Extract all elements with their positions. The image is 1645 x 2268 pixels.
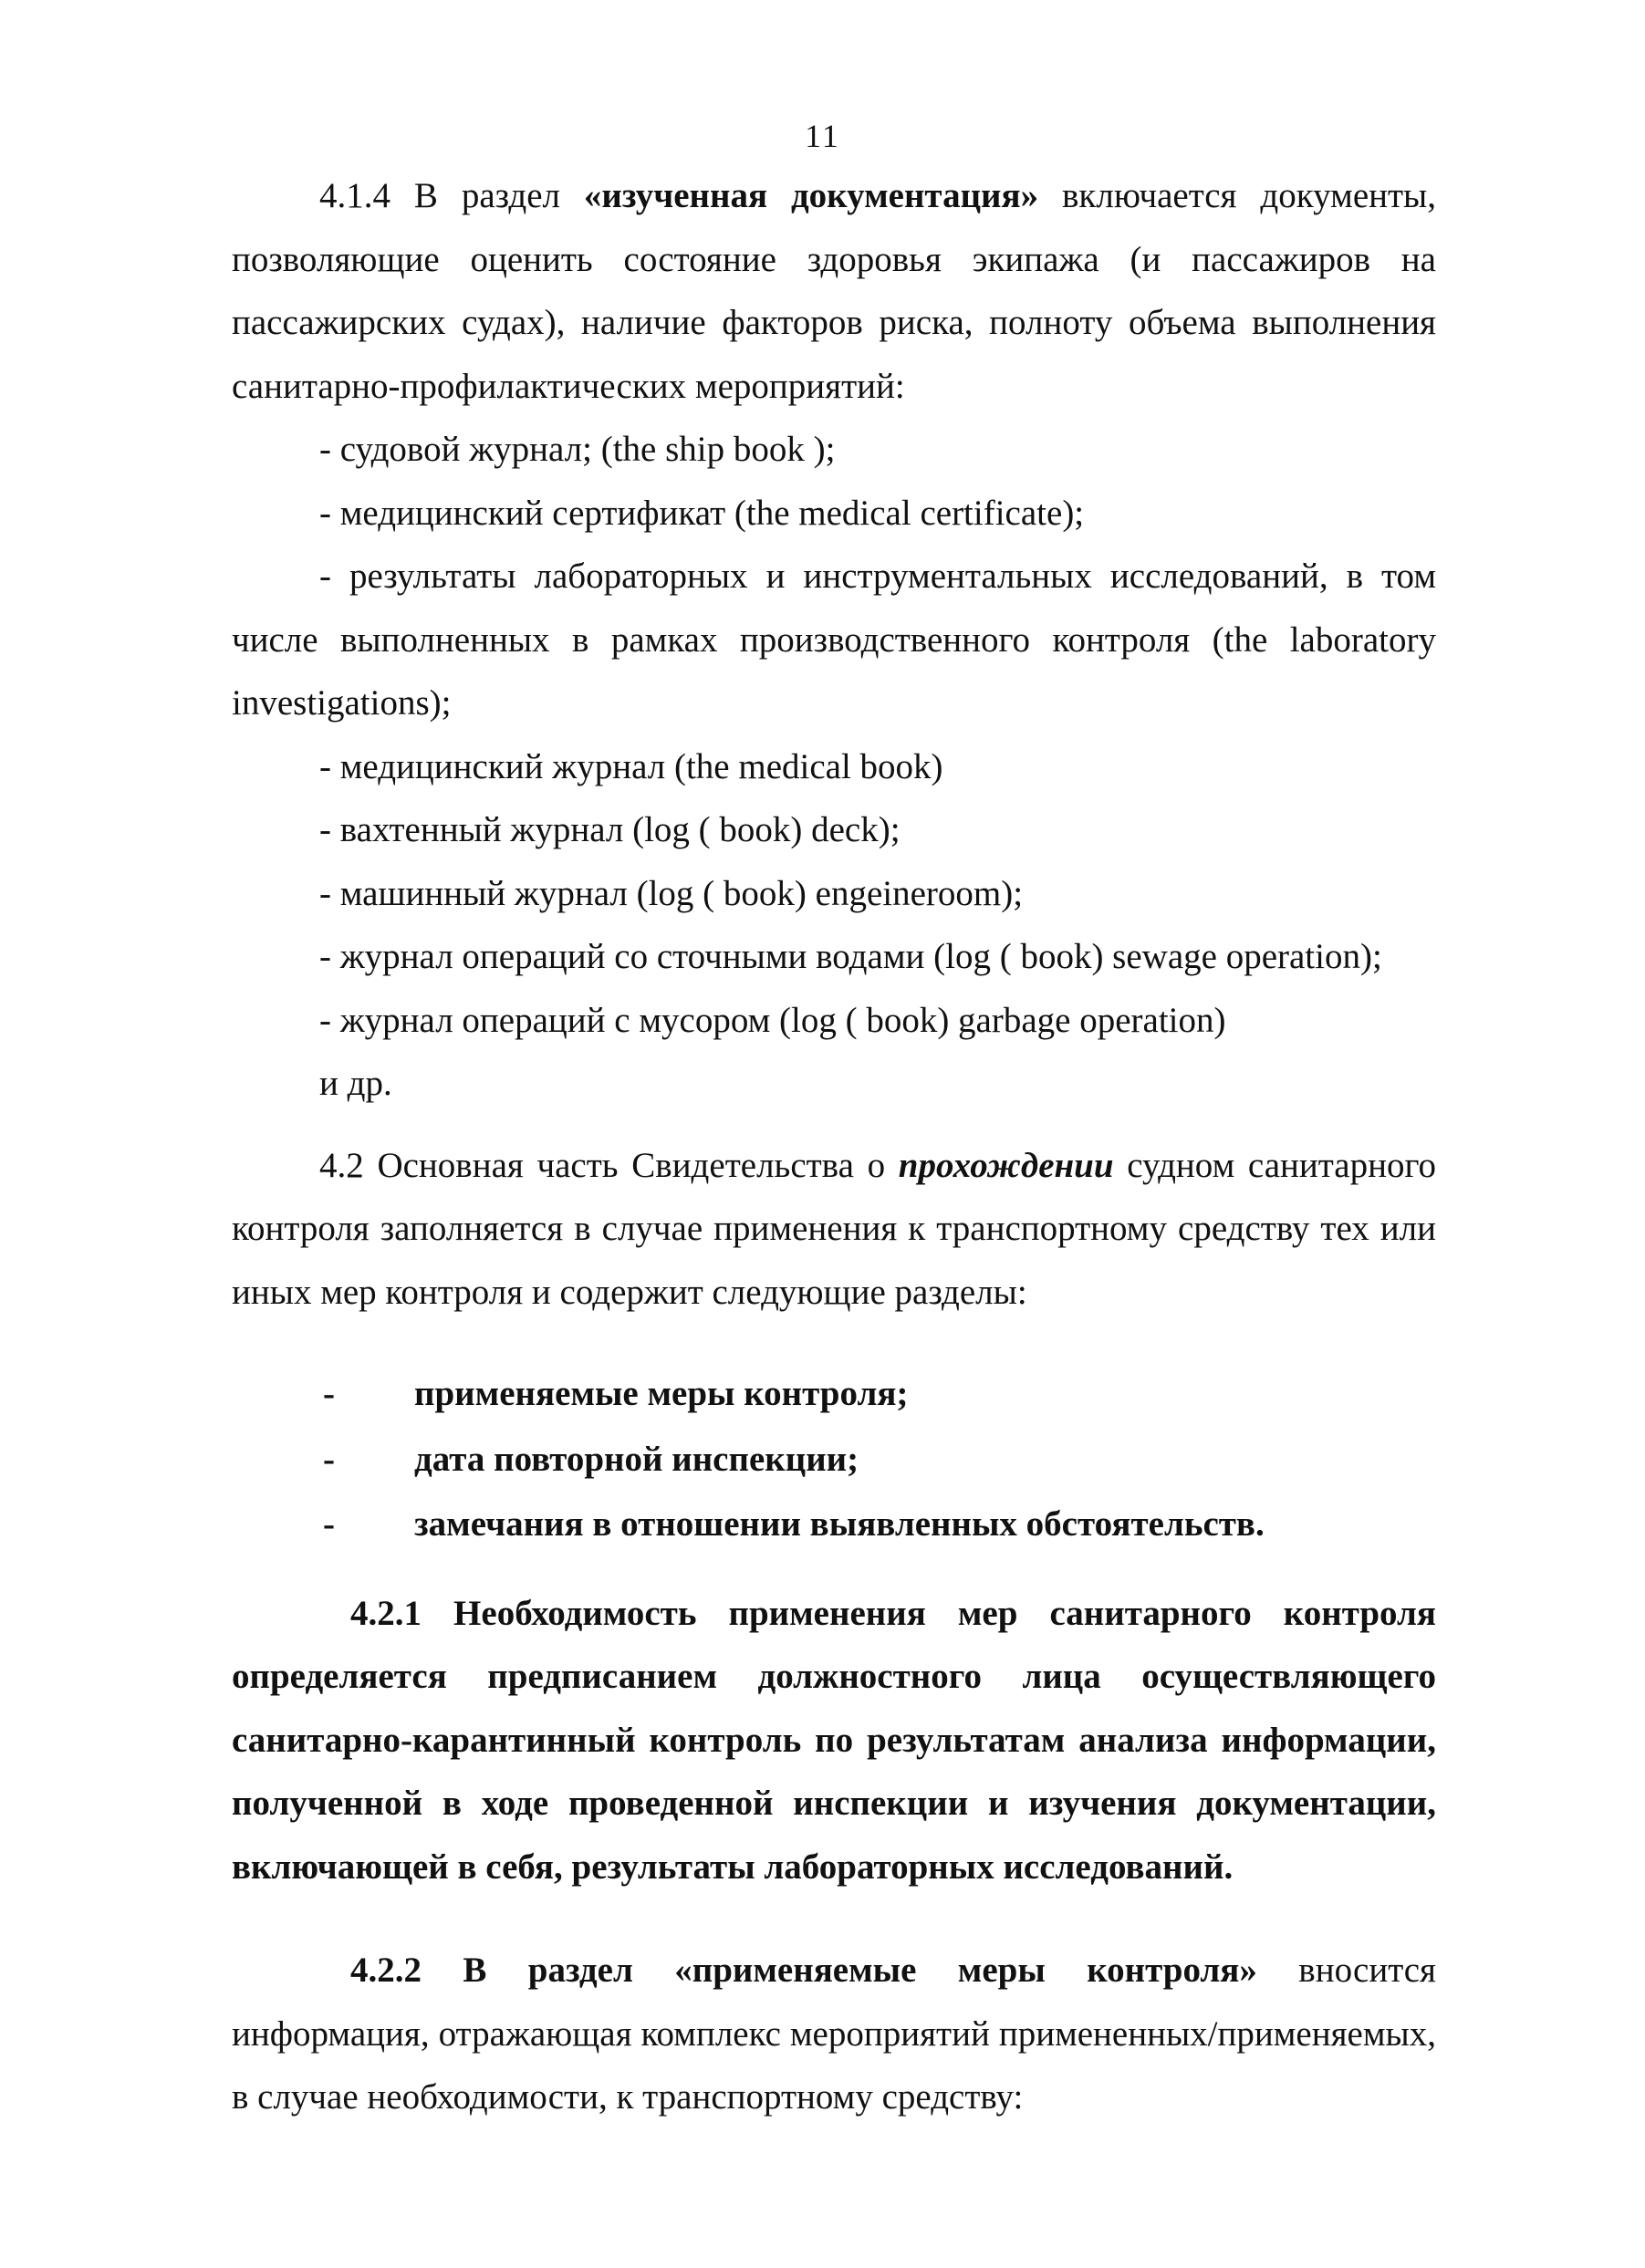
doc-item-sewage-log: - журнал операций со сточными водами (log ( book) sewage operation); xyxy=(319,937,1382,976)
dash-marker: - xyxy=(323,1439,335,1479)
term-passing: прохождении xyxy=(898,1145,1114,1185)
term-studied-documentation: «изученная документация» xyxy=(583,176,1039,215)
doc-item-engine-room-log: - машинный журнал (log ( book) engeineroom); xyxy=(319,873,1024,913)
list-item xyxy=(232,1493,1436,1556)
term-applied-control-measures: «применяемые меры контроля» xyxy=(674,1951,1257,1990)
paragraph-4-1-4 xyxy=(232,164,1436,418)
paragraph-4-2-2 xyxy=(232,1939,1436,2129)
doc-item-etc: и др. xyxy=(319,1064,392,1103)
section-4-2-text-before: 4.2 Основная часть Свидетельства о xyxy=(319,1145,899,1185)
section-4-1-4-number: 4.1.4 В раздел xyxy=(319,176,584,215)
section-4-2-text-after: судном санитарного контроля заполняется в случае применения к транспортному средству тех или иных мер контроля и содержит следующие разделы: xyxy=(232,1145,1436,1312)
section-4-2-2-text-after: вносится информация, отражающая комплекс мероприятий примененных/применяемых, в случае необходимости, к транспортному средству: xyxy=(232,1951,1436,2117)
doc-item-garbage-log: - журнал операций с мусором (log ( book) garbage operation) xyxy=(319,1000,1226,1040)
dash-marker: - xyxy=(323,1374,335,1413)
document-body xyxy=(232,164,1436,2129)
sections-list xyxy=(232,1362,1436,1556)
doc-item-deck-log: - вахтенный журнал (log ( book) deck); xyxy=(319,810,901,849)
list-item-text: применяемые меры контроля; xyxy=(414,1374,909,1413)
section-4-2-2-text-before: 4.2.2 В раздел xyxy=(350,1951,675,1990)
paragraph-4-2-1: 4.2.1 Необходимость применения мер санитарного контроля определяется предписанием должностного лица осуществляющего санитарно-карантинный контроль по результатам анализа информации, полученной в ходе проведенной инспекции и изучения документации, включающей в себя, результаты лабораторных исследований. xyxy=(232,1593,1436,1887)
list-item xyxy=(232,1362,1436,1426)
doc-item-medical-certificate: - медицинский сертификат (the medical certificate); xyxy=(319,493,1085,533)
page-number: 11 xyxy=(805,118,840,154)
section-4-1-4-text: включается документы, позволяющие оценить состояние здоровья экипажа (и пассажиров на пассажирских судах), наличие факторов риска, полноту объема выполнения санитарно-профилактических мероприятий: xyxy=(232,176,1436,406)
list-item-text: замечания в отношении выявленных обстоятельств. xyxy=(414,1504,1265,1544)
list-item xyxy=(232,1428,1436,1492)
dash-marker: - xyxy=(323,1504,335,1544)
list-item-text: дата повторной инспекции; xyxy=(414,1439,859,1479)
paragraph-4-2 xyxy=(232,1134,1436,1325)
doc-item-medical-book: - медицинский журнал (the medical book) xyxy=(319,746,943,786)
doc-item-ship-book: - судовой журнал; (the ship book ); xyxy=(319,430,836,469)
doc-item-laboratory-investigations: - результаты лабораторных и инструментальных исследований, в том числе выполненных в рамках производственного контроля (the laboratory investigations); xyxy=(232,557,1436,723)
